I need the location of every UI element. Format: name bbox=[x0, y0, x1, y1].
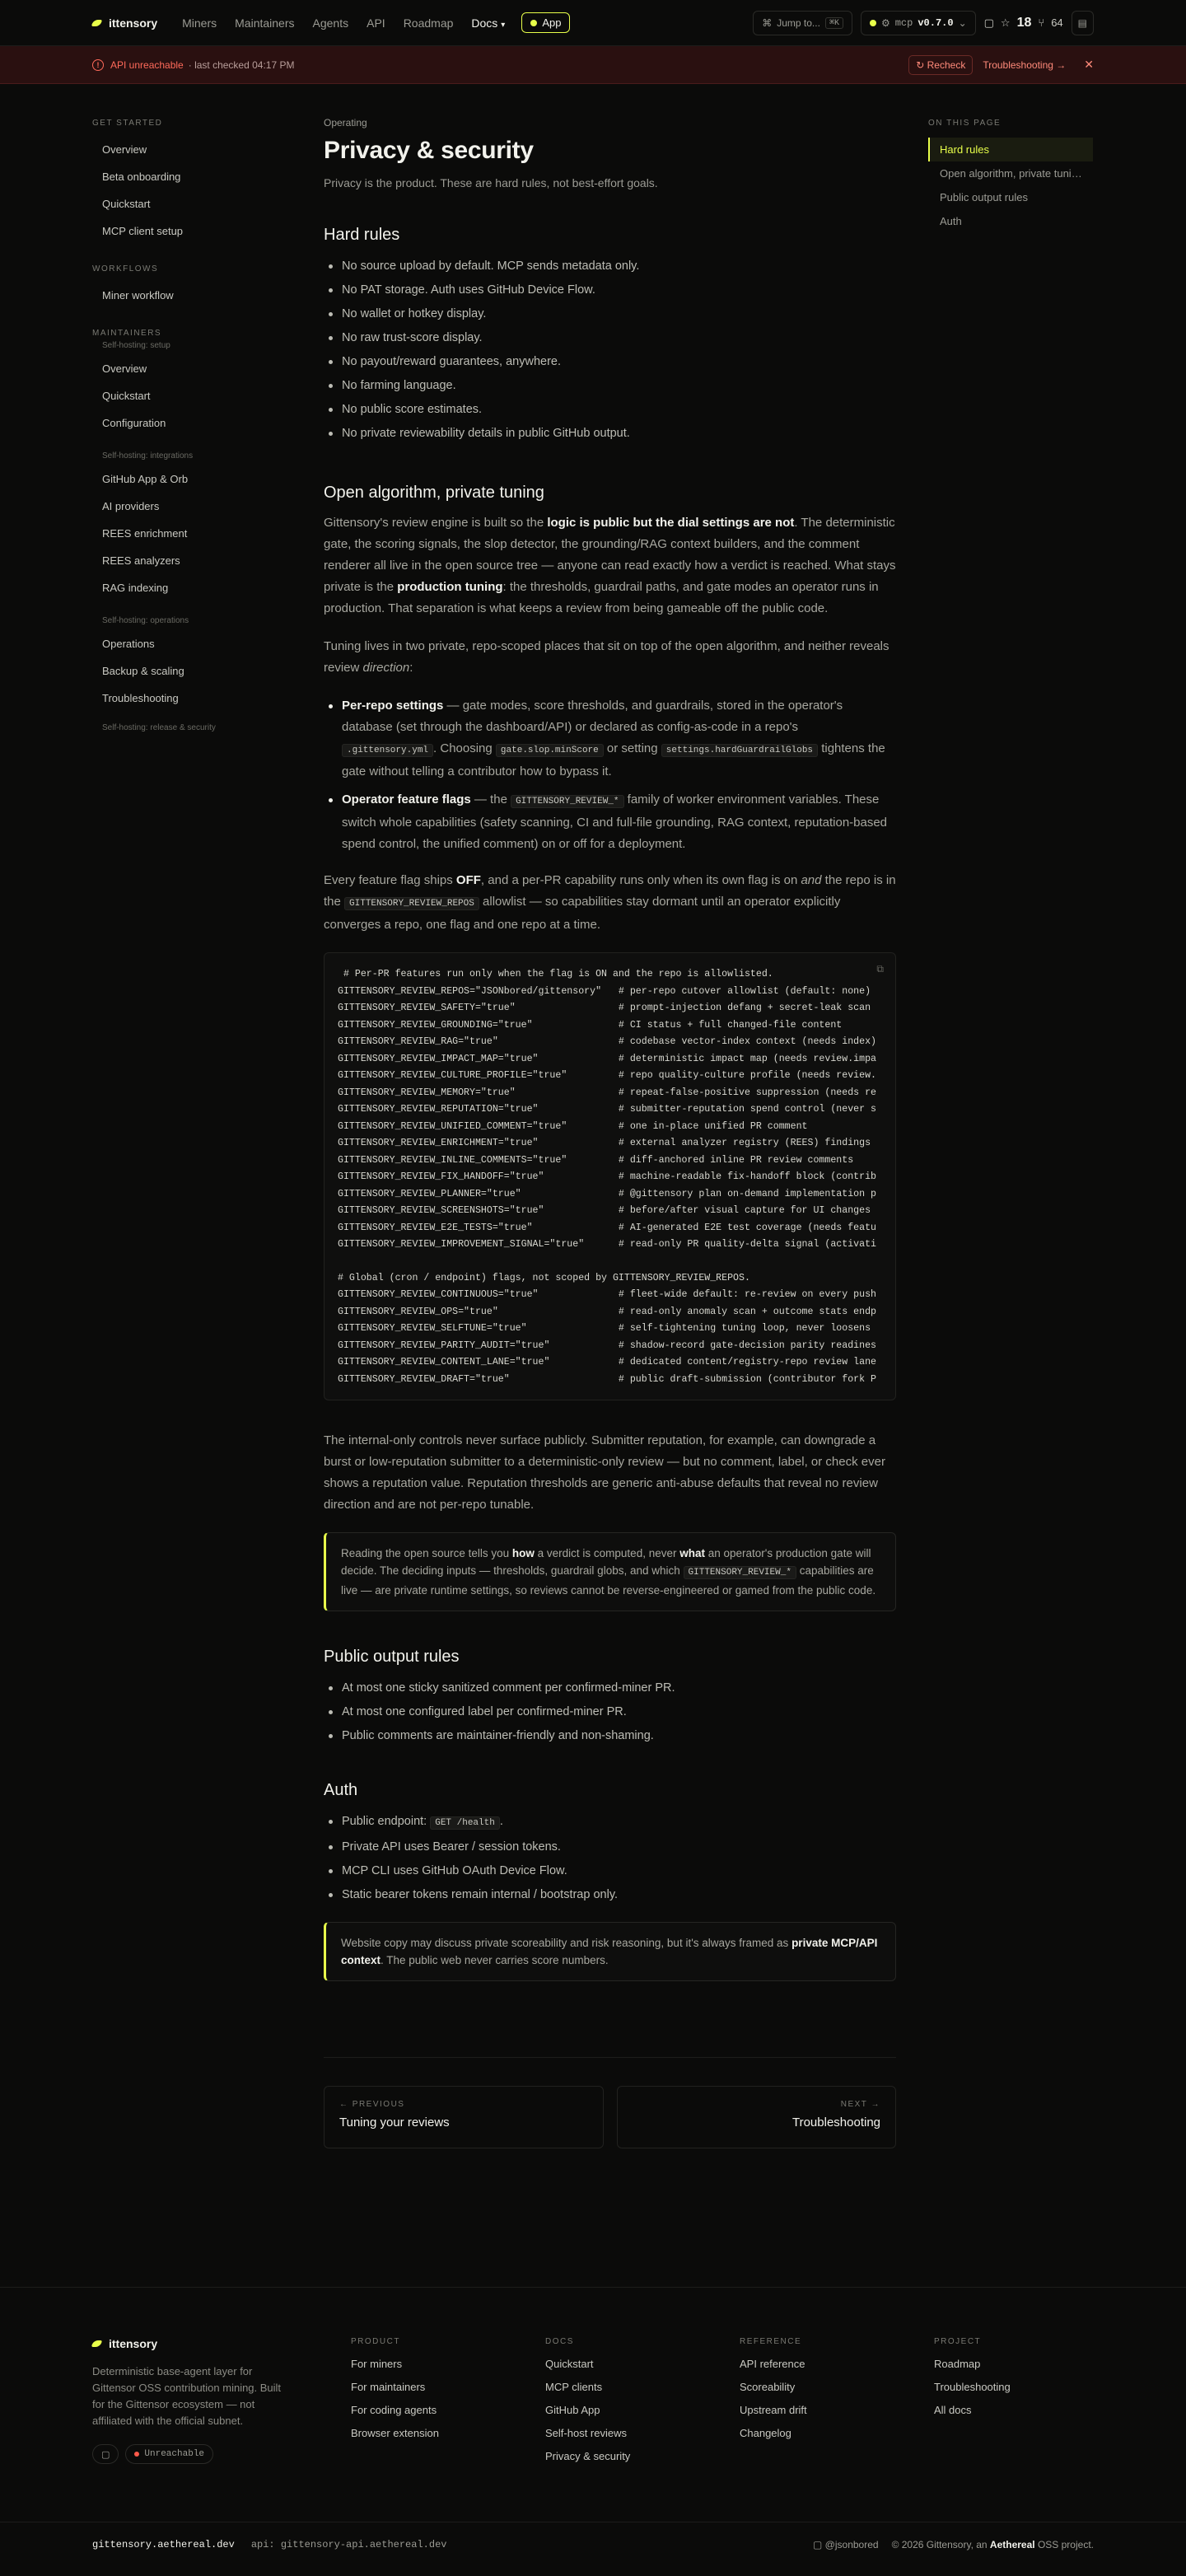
sidebar-item-rag-indexing[interactable]: RAG indexing bbox=[102, 582, 169, 594]
fork-count: 64 bbox=[1051, 16, 1063, 29]
list-item bbox=[324, 1810, 896, 1835]
status-dot-icon bbox=[134, 2452, 139, 2457]
code-line: GITTENSORY_REVIEW_SCREENSHOTS="true" # before/after visual capture for UI changes bbox=[338, 1205, 871, 1216]
text: © 2026 Gittensory, an bbox=[891, 2539, 990, 2550]
code-line: GITTENSORY_REVIEW_GROUNDING="true" # CI status + full changed-file content bbox=[338, 1019, 843, 1031]
sidebar-item-miner-workflow[interactable]: Miner workflow bbox=[102, 289, 174, 302]
text-strong: what bbox=[679, 1547, 705, 1559]
footer-link[interactable]: Browser extension bbox=[351, 2427, 439, 2439]
previous-title: Tuning your reviews bbox=[339, 2115, 450, 2130]
code-line: GITTENSORY_REVIEW_INLINE_COMMENTS="true" # diff-anchored inline PR review comments bbox=[338, 1154, 854, 1166]
page-title: Privacy & security bbox=[324, 137, 534, 164]
copyright bbox=[892, 2539, 1094, 2550]
list-item: No source upload by default. MCP sends metadata only. bbox=[324, 255, 896, 278]
code-line: GITTENSORY_REVIEW_CONTINUOUS="true" # fleet-wide default: re-review on every push bbox=[338, 1289, 876, 1300]
logo-icon bbox=[92, 2338, 104, 2349]
mcp-label: mcp bbox=[894, 16, 913, 29]
footer-brand bbox=[92, 2337, 351, 2473]
text: : bbox=[409, 661, 413, 675]
toc-item-hard-rules[interactable]: Hard rules bbox=[928, 138, 1093, 161]
list-item: No PAT storage. Auth uses GitHub Device Flow. bbox=[324, 278, 896, 302]
inline-code: .gittensory.yml bbox=[342, 744, 433, 757]
list-item: At most one sticky sanitized comment per confirmed-miner PR. bbox=[324, 1676, 896, 1700]
app-button-label: App bbox=[542, 16, 562, 29]
text: , and a per-PR capability runs only when its own flag is on bbox=[480, 873, 801, 887]
troubleshooting-link[interactable]: Troubleshooting → bbox=[983, 58, 1067, 71]
text: a verdict is computed, never bbox=[534, 1547, 680, 1559]
code-line: GITTENSORY_REVIEW_CULTURE_PROFILE="true" # repo quality-culture profile (needs review. bbox=[338, 1070, 876, 1081]
jump-to-label: Jump to... bbox=[777, 16, 820, 29]
sidebar-subheading: Self-hosting: setup bbox=[102, 341, 170, 350]
inline-code: GITTENSORY_REVIEW_* bbox=[684, 1566, 796, 1579]
footer-link[interactable]: Roadmap bbox=[934, 2358, 981, 2370]
text: Gittensory's review engine is built so the bbox=[324, 516, 548, 530]
command-icon: ⌘ bbox=[762, 16, 773, 29]
footer-col-heading: PRODUCT bbox=[351, 2337, 400, 2346]
code-line: GITTENSORY_REVIEW_MEMORY="true" # repeat-false-positive suppression (needs re bbox=[338, 1087, 876, 1098]
alert-actions bbox=[908, 55, 1094, 75]
fork-icon: ⑂ bbox=[1038, 16, 1045, 29]
status-badge[interactable] bbox=[125, 2444, 213, 2464]
footer-col-heading: PROJECT bbox=[934, 2337, 982, 2346]
sidebar-heading: WORKFLOWS bbox=[92, 264, 159, 273]
footer-handle[interactable] bbox=[813, 2539, 879, 2550]
footer-description: Deterministic base-agent layer for Gittensor OSS contribution mining. Built for the Gittensor ecosystem — not affiliated with the official subnet. bbox=[92, 2365, 282, 2427]
text: an operator's production gate will decide. The deciding inputs — thresholds, guardrail globs, and which bbox=[341, 1547, 871, 1577]
sidebar-item-release-security[interactable]: Self-hosting: release & security bbox=[102, 723, 216, 732]
toc-item-open-algorithm[interactable]: Open algorithm, private tuning bbox=[940, 167, 1084, 180]
text: tightens the gate without telling a contributor how to bypass it. bbox=[342, 741, 885, 778]
section-auth-title: Auth bbox=[324, 1781, 358, 1799]
chevron-down-icon: ▾ bbox=[501, 20, 506, 30]
list-item bbox=[324, 789, 896, 855]
text-strong: logic is public but the dial settings are not bbox=[547, 516, 795, 530]
footer-col-heading: DOCS bbox=[545, 2337, 574, 2346]
footer-api-host: api: gittensory-api.aethereal.dev bbox=[250, 2539, 447, 2550]
text-em: direction bbox=[362, 661, 410, 675]
toc-item-public-output[interactable]: Public output rules bbox=[940, 191, 1028, 203]
sidebar-item-selfhost-quickstart[interactable]: Quickstart bbox=[102, 390, 151, 402]
code-line: # Global (cron / endpoint) flags, not scoped by GITTENSORY_REVIEW_REPOS. bbox=[338, 1272, 750, 1283]
footer-link[interactable]: Quickstart bbox=[545, 2358, 594, 2370]
code-line: GITTENSORY_REVIEW_RAG="true" # codebase vector-index context (needs index) bbox=[338, 1036, 876, 1047]
next-page-link[interactable] bbox=[617, 2086, 897, 2148]
code-line: GITTENSORY_REVIEW_SELFTUNE="true" # self-tightening tuning loop, never loosens bbox=[338, 1323, 871, 1334]
internal-controls-paragraph: The internal-only controls never surface publicly. Submitter reputation, for example, can downgrade a burst or low-reputation submitter to a deterministic-only review — but no comment, label, or check ever shows a reputation value. Reputation thresholds are generic anti-abuse defaults that reveal no review direction and are not per-repo tunable. bbox=[324, 1433, 885, 1512]
text: Every feature flag ships bbox=[324, 873, 456, 887]
inline-code: settings.hardGuardrailGlobs bbox=[661, 744, 818, 757]
status-dot-icon bbox=[530, 20, 537, 26]
text: the repo is in the bbox=[324, 873, 896, 909]
previous-label: ← PREVIOUS bbox=[339, 2100, 405, 2109]
footer-col-reference bbox=[740, 2337, 934, 2473]
nav-api[interactable]: API bbox=[367, 16, 385, 30]
sidebar-group-workflows bbox=[92, 264, 257, 309]
text: . bbox=[499, 1815, 503, 1828]
list-item: Private API uses Bearer / session tokens. bbox=[324, 1835, 896, 1859]
code-line: GITTENSORY_REVIEW_REPOS="JSONbored/gittensory" # per-repo cutover allowlist (default: none) bbox=[338, 985, 871, 997]
footer-col-heading: REFERENCE bbox=[740, 2337, 802, 2346]
alert-detail: · last checked 04:17 PM bbox=[188, 58, 295, 71]
sidebar-item-rees-enrichment[interactable]: REES enrichment bbox=[102, 527, 188, 540]
tuning-list bbox=[324, 695, 896, 855]
text: OSS project. bbox=[1034, 2539, 1094, 2550]
list-item: No payout/reward guarantees, anywhere. bbox=[324, 350, 896, 374]
text: — the bbox=[470, 792, 511, 806]
text-strong: OFF bbox=[455, 873, 481, 887]
nav-miners[interactable]: Miners bbox=[182, 16, 217, 30]
github-icon: ▢ bbox=[983, 16, 994, 29]
sidebar-item-overview[interactable]: Overview bbox=[102, 143, 147, 156]
inline-code: GITTENSORY_REVIEW_REPOS bbox=[344, 897, 479, 910]
text-strong: private MCP/API context bbox=[341, 1937, 878, 1966]
text-strong: Aethereal bbox=[989, 2539, 1035, 2550]
primary-nav bbox=[182, 16, 505, 30]
breadcrumb: Operating bbox=[324, 117, 367, 129]
public-output-list bbox=[324, 1676, 896, 1748]
code-line: GITTENSORY_REVIEW_DRAFT="true" # public draft-submission (contributor fork P bbox=[338, 1373, 876, 1385]
sidebar-subheading: Self-hosting: integrations bbox=[102, 451, 194, 461]
code-line: GITTENSORY_REVIEW_IMPACT_MAP="true" # deterministic impact map (needs review.impa bbox=[338, 1053, 876, 1064]
footer-link[interactable]: Upstream drift bbox=[740, 2404, 807, 2416]
text: . The public web never carries score numbers. bbox=[381, 1954, 609, 1966]
sidebar-item-beta-onboarding[interactable]: Beta onboarding bbox=[102, 171, 181, 183]
text-em: and bbox=[801, 873, 822, 887]
chevron-down-icon: ⌄ bbox=[958, 16, 967, 29]
list-item: Public comments are maintainer-friendly and non-shaming. bbox=[324, 1724, 896, 1748]
toc-item-auth[interactable]: Auth bbox=[940, 215, 962, 227]
recheck-label: Recheck bbox=[927, 58, 966, 71]
list-item: Static bearer tokens remain internal / bootstrap only. bbox=[324, 1883, 896, 1907]
sidebar-item-operations[interactable]: Operations bbox=[102, 638, 155, 650]
page-lede: Privacy is the product. These are hard rules, not best-effort goals. bbox=[324, 176, 658, 189]
inline-code: GITTENSORY_REVIEW_* bbox=[511, 795, 623, 808]
list-item: MCP CLI uses GitHub OAuth Device Flow. bbox=[324, 1859, 896, 1883]
mcp-version: v0.7.0 bbox=[918, 16, 954, 29]
code-line: GITTENSORY_REVIEW_UNIFIED_COMMENT="true" # one in-place unified PR comment bbox=[338, 1120, 808, 1132]
text: or setting bbox=[603, 741, 661, 755]
code-group-global bbox=[338, 1270, 895, 1389]
panel-icon: ▤ bbox=[1077, 16, 1087, 29]
sidebar-subheading: Self-hosting: operations bbox=[102, 616, 189, 625]
list-item: At most one configured label per confirmed-miner PR. bbox=[324, 1700, 896, 1724]
code-block bbox=[324, 952, 896, 1400]
sidebar-item-rees-analyzers[interactable]: REES analyzers bbox=[102, 554, 180, 567]
mcp-version-pill[interactable] bbox=[861, 11, 976, 35]
star-count: 18 bbox=[1016, 15, 1032, 30]
github-icon: ▢ bbox=[101, 2449, 110, 2460]
text: allowlist — so capabilities stay dormant until an operator explicitly converges a repo, one flag and one repo at a time. bbox=[324, 895, 841, 932]
nav-right bbox=[753, 11, 1094, 35]
copy-icon[interactable]: ⧉ bbox=[876, 963, 884, 975]
text: Reading the open source tells you bbox=[341, 1547, 512, 1559]
code-line: GITTENSORY_REVIEW_E2E_TESTS="true" # AI-generated E2E test coverage (needs featu bbox=[338, 1222, 876, 1233]
list-item bbox=[324, 695, 896, 783]
nav-agents[interactable]: Agents bbox=[312, 16, 349, 30]
footer-domain[interactable]: gittensory.aethereal.dev bbox=[92, 2539, 235, 2550]
next-title: Troubleshooting bbox=[791, 2115, 880, 2130]
nav-docs[interactable] bbox=[471, 16, 505, 30]
next-label: NEXT → bbox=[840, 2100, 880, 2109]
footer-link[interactable]: For coding agents bbox=[351, 2404, 437, 2416]
recheck-button[interactable] bbox=[908, 55, 973, 75]
jump-shortcut: ⌘K bbox=[825, 17, 843, 29]
brand-name: ittensory bbox=[109, 16, 158, 30]
close-icon[interactable]: ✕ bbox=[1084, 58, 1094, 71]
inline-code: GET /health bbox=[430, 1816, 500, 1830]
section-hard-rules-title: Hard rules bbox=[324, 226, 400, 244]
list-item: No raw trust-score display. bbox=[324, 326, 896, 350]
footer-bottom-bar bbox=[0, 2522, 1186, 2567]
sidebar-item-troubleshooting[interactable]: Troubleshooting bbox=[102, 692, 179, 704]
article bbox=[324, 117, 896, 2148]
logo-icon bbox=[92, 17, 104, 29]
text-strong: how bbox=[511, 1547, 535, 1559]
open-source-callout bbox=[324, 1532, 896, 1611]
footer-link[interactable]: GitHub App bbox=[545, 2404, 600, 2416]
status-label: Unreachable bbox=[144, 2449, 205, 2459]
toc-heading: ON THIS PAGE bbox=[928, 119, 1002, 128]
footer-col-project bbox=[934, 2337, 1058, 2473]
sidebar-group-maintainers bbox=[92, 329, 257, 732]
text: Website copy may discuss private scoreability and risk reasoning, but it's always framed as bbox=[341, 1937, 792, 1949]
flags-paragraph bbox=[324, 870, 896, 936]
auth-list bbox=[324, 1810, 896, 1907]
footer-link[interactable]: Scoreability bbox=[740, 2381, 796, 2393]
sidebar-group-get-started bbox=[92, 119, 257, 245]
mcp-status-dot-icon bbox=[870, 20, 876, 26]
sidebar-item-quickstart[interactable]: Quickstart bbox=[102, 198, 151, 210]
code-line: GITTENSORY_REVIEW_OPS="true" # read-only anomaly scan + outcome stats endp bbox=[338, 1306, 876, 1317]
text: : the thresholds, guardrail paths, and gate modes an operator runs in production. That separation is what keeps a review from being gameable off the public code. bbox=[324, 580, 879, 615]
app-button[interactable] bbox=[521, 12, 570, 33]
list-item: No farming language. bbox=[324, 374, 896, 398]
nav-maintainers[interactable]: Maintainers bbox=[235, 16, 295, 30]
footer-logo[interactable] bbox=[92, 2337, 351, 2350]
page-navigation bbox=[324, 2057, 896, 2148]
footer-link[interactable]: Troubleshooting bbox=[934, 2381, 1011, 2393]
sidebar-item-mcp-client-setup[interactable]: MCP client setup bbox=[102, 225, 184, 237]
footer-link[interactable]: API reference bbox=[740, 2358, 805, 2370]
sidebar-heading: GET STARTED bbox=[92, 119, 163, 128]
sidebar-item-selfhost-overview[interactable]: Overview bbox=[102, 362, 147, 375]
footer-link[interactable]: MCP clients bbox=[545, 2381, 603, 2393]
top-nav bbox=[0, 0, 1186, 46]
text-strong: Per-repo settings bbox=[342, 699, 444, 713]
text: . The deterministic gate, the scoring signals, the slop detector, the grounding/RAG context builders, and the comment renderer all live in the open source tree — anyone can read exactly how a verdict is reached. What stays private is the bbox=[324, 516, 896, 594]
footer-col-docs bbox=[545, 2337, 740, 2473]
tuning-paragraph bbox=[324, 636, 896, 679]
footer-bottom-right bbox=[813, 2539, 1094, 2550]
github-stats[interactable] bbox=[984, 16, 1063, 30]
code-spacer bbox=[338, 1254, 895, 1270]
open-algo-paragraph bbox=[324, 512, 896, 619]
github-icon-button[interactable] bbox=[92, 2444, 119, 2464]
footer-link[interactable]: Changelog bbox=[740, 2427, 791, 2439]
text-strong: production tuning bbox=[397, 580, 503, 594]
section-open-algorithm-title: Open algorithm, private tuning bbox=[324, 484, 544, 502]
nav-docs-label: Docs bbox=[471, 16, 498, 30]
footer-link[interactable]: For miners bbox=[351, 2358, 403, 2370]
code-line: GITTENSORY_REVIEW_CONTENT_LANE="true" # dedicated content/registry-repo review lane bbox=[338, 1357, 876, 1367]
text: — gate modes, score thresholds, and guardrails, stored in the operator's database (set through the dashboard/API) or declared as config-as-code in a repo's bbox=[342, 699, 843, 734]
code-line: GITTENSORY_REVIEW_PLANNER="true" # @gittensory plan on-demand implementation p bbox=[338, 1188, 876, 1199]
footer-link[interactable]: Privacy & security bbox=[545, 2450, 631, 2462]
footer-link[interactable]: Self-host reviews bbox=[545, 2427, 627, 2439]
sidebar-item-configuration[interactable]: Configuration bbox=[102, 417, 166, 429]
alert-icon: ! bbox=[92, 59, 104, 71]
site-footer bbox=[0, 2287, 1186, 2576]
handle-label: @jsonbored bbox=[824, 2539, 879, 2550]
text-strong: Operator feature flags bbox=[342, 792, 471, 806]
footer-link[interactable]: All docs bbox=[934, 2404, 972, 2416]
code-line: # Per-PR features run only when the flag is ON and the repo is allowlisted. bbox=[338, 969, 773, 979]
footer-link[interactable]: For maintainers bbox=[351, 2381, 426, 2393]
text: Public endpoint: bbox=[342, 1815, 431, 1828]
gear-icon: ⚙ bbox=[880, 16, 890, 29]
text: . Choosing bbox=[433, 741, 496, 755]
footer-col-product bbox=[351, 2337, 545, 2473]
brand-logo[interactable] bbox=[92, 16, 157, 30]
list-item: No wallet or hotkey display. bbox=[324, 302, 896, 326]
text: family of worker environment variables. These switch whole capabilities (safety scanning, CI and full-file grounding, RAG context, reputation-based spend control, the unified comment) on or off for a deployment. bbox=[342, 792, 888, 851]
docs-sidebar bbox=[92, 119, 257, 752]
footer-columns bbox=[0, 2288, 1186, 2473]
jump-to-search[interactable] bbox=[753, 11, 852, 35]
previous-page-link[interactable] bbox=[324, 2086, 604, 2148]
inline-code: gate.slop.minScore bbox=[496, 744, 604, 757]
github-icon: ▢ bbox=[813, 2539, 825, 2550]
on-this-page bbox=[928, 119, 1093, 233]
code-line: GITTENSORY_REVIEW_SAFETY="true" # prompt-injection defang + secret-leak scan bbox=[338, 1003, 871, 1013]
footer-badges bbox=[92, 2444, 351, 2464]
code-group-per-pr bbox=[338, 966, 895, 1254]
menu-button[interactable] bbox=[1072, 11, 1094, 35]
list-item: No private reviewability details in public GitHub output. bbox=[324, 422, 896, 446]
section-public-output-title: Public output rules bbox=[324, 1648, 460, 1666]
nav-roadmap[interactable]: Roadmap bbox=[403, 16, 454, 30]
refresh-icon: ↻ bbox=[916, 58, 927, 71]
code-line: GITTENSORY_REVIEW_PARITY_AUDIT="true" # shadow-record gate-decision parity readines bbox=[338, 1339, 876, 1351]
api-alert-bar bbox=[0, 46, 1186, 84]
code-line: GITTENSORY_REVIEW_ENRICHMENT="true" # external analyzer registry (REES) findings bbox=[338, 1138, 871, 1148]
text: Tuning lives in two private, repo-scoped places that sit on top of the open algorithm, and neither reveals review bbox=[324, 639, 890, 675]
list-item: No public score estimates. bbox=[324, 398, 896, 422]
footer-brand-name: ittensory bbox=[109, 2337, 158, 2350]
sidebar-item-backup-scaling[interactable]: Backup & scaling bbox=[102, 665, 184, 677]
auth-callout bbox=[324, 1922, 896, 1981]
alert-title: API unreachable bbox=[110, 58, 184, 71]
code-line: GITTENSORY_REVIEW_FIX_HANDOFF="true" # machine-readable fix-handoff block (contrib bbox=[338, 1171, 876, 1182]
code-line: GITTENSORY_REVIEW_REPUTATION="true" # submitter-reputation spend control (never s bbox=[338, 1104, 876, 1115]
code-line: GITTENSORY_REVIEW_IMPROVEMENT_SIGNAL="true" # read-only PR quality-delta signal (activati bbox=[338, 1239, 876, 1250]
sidebar-item-ai-providers[interactable]: AI providers bbox=[102, 500, 160, 512]
sidebar-item-github-app[interactable]: GitHub App & Orb bbox=[102, 473, 189, 485]
hard-rules-list bbox=[324, 255, 896, 446]
sidebar-heading: MAINTAINERS bbox=[92, 329, 162, 338]
text: capabilities are live — are private runtime settings, so reviews cannot be reverse-engineered or gamed from the public code. bbox=[341, 1564, 876, 1597]
star-icon: ☆ bbox=[1000, 16, 1011, 29]
